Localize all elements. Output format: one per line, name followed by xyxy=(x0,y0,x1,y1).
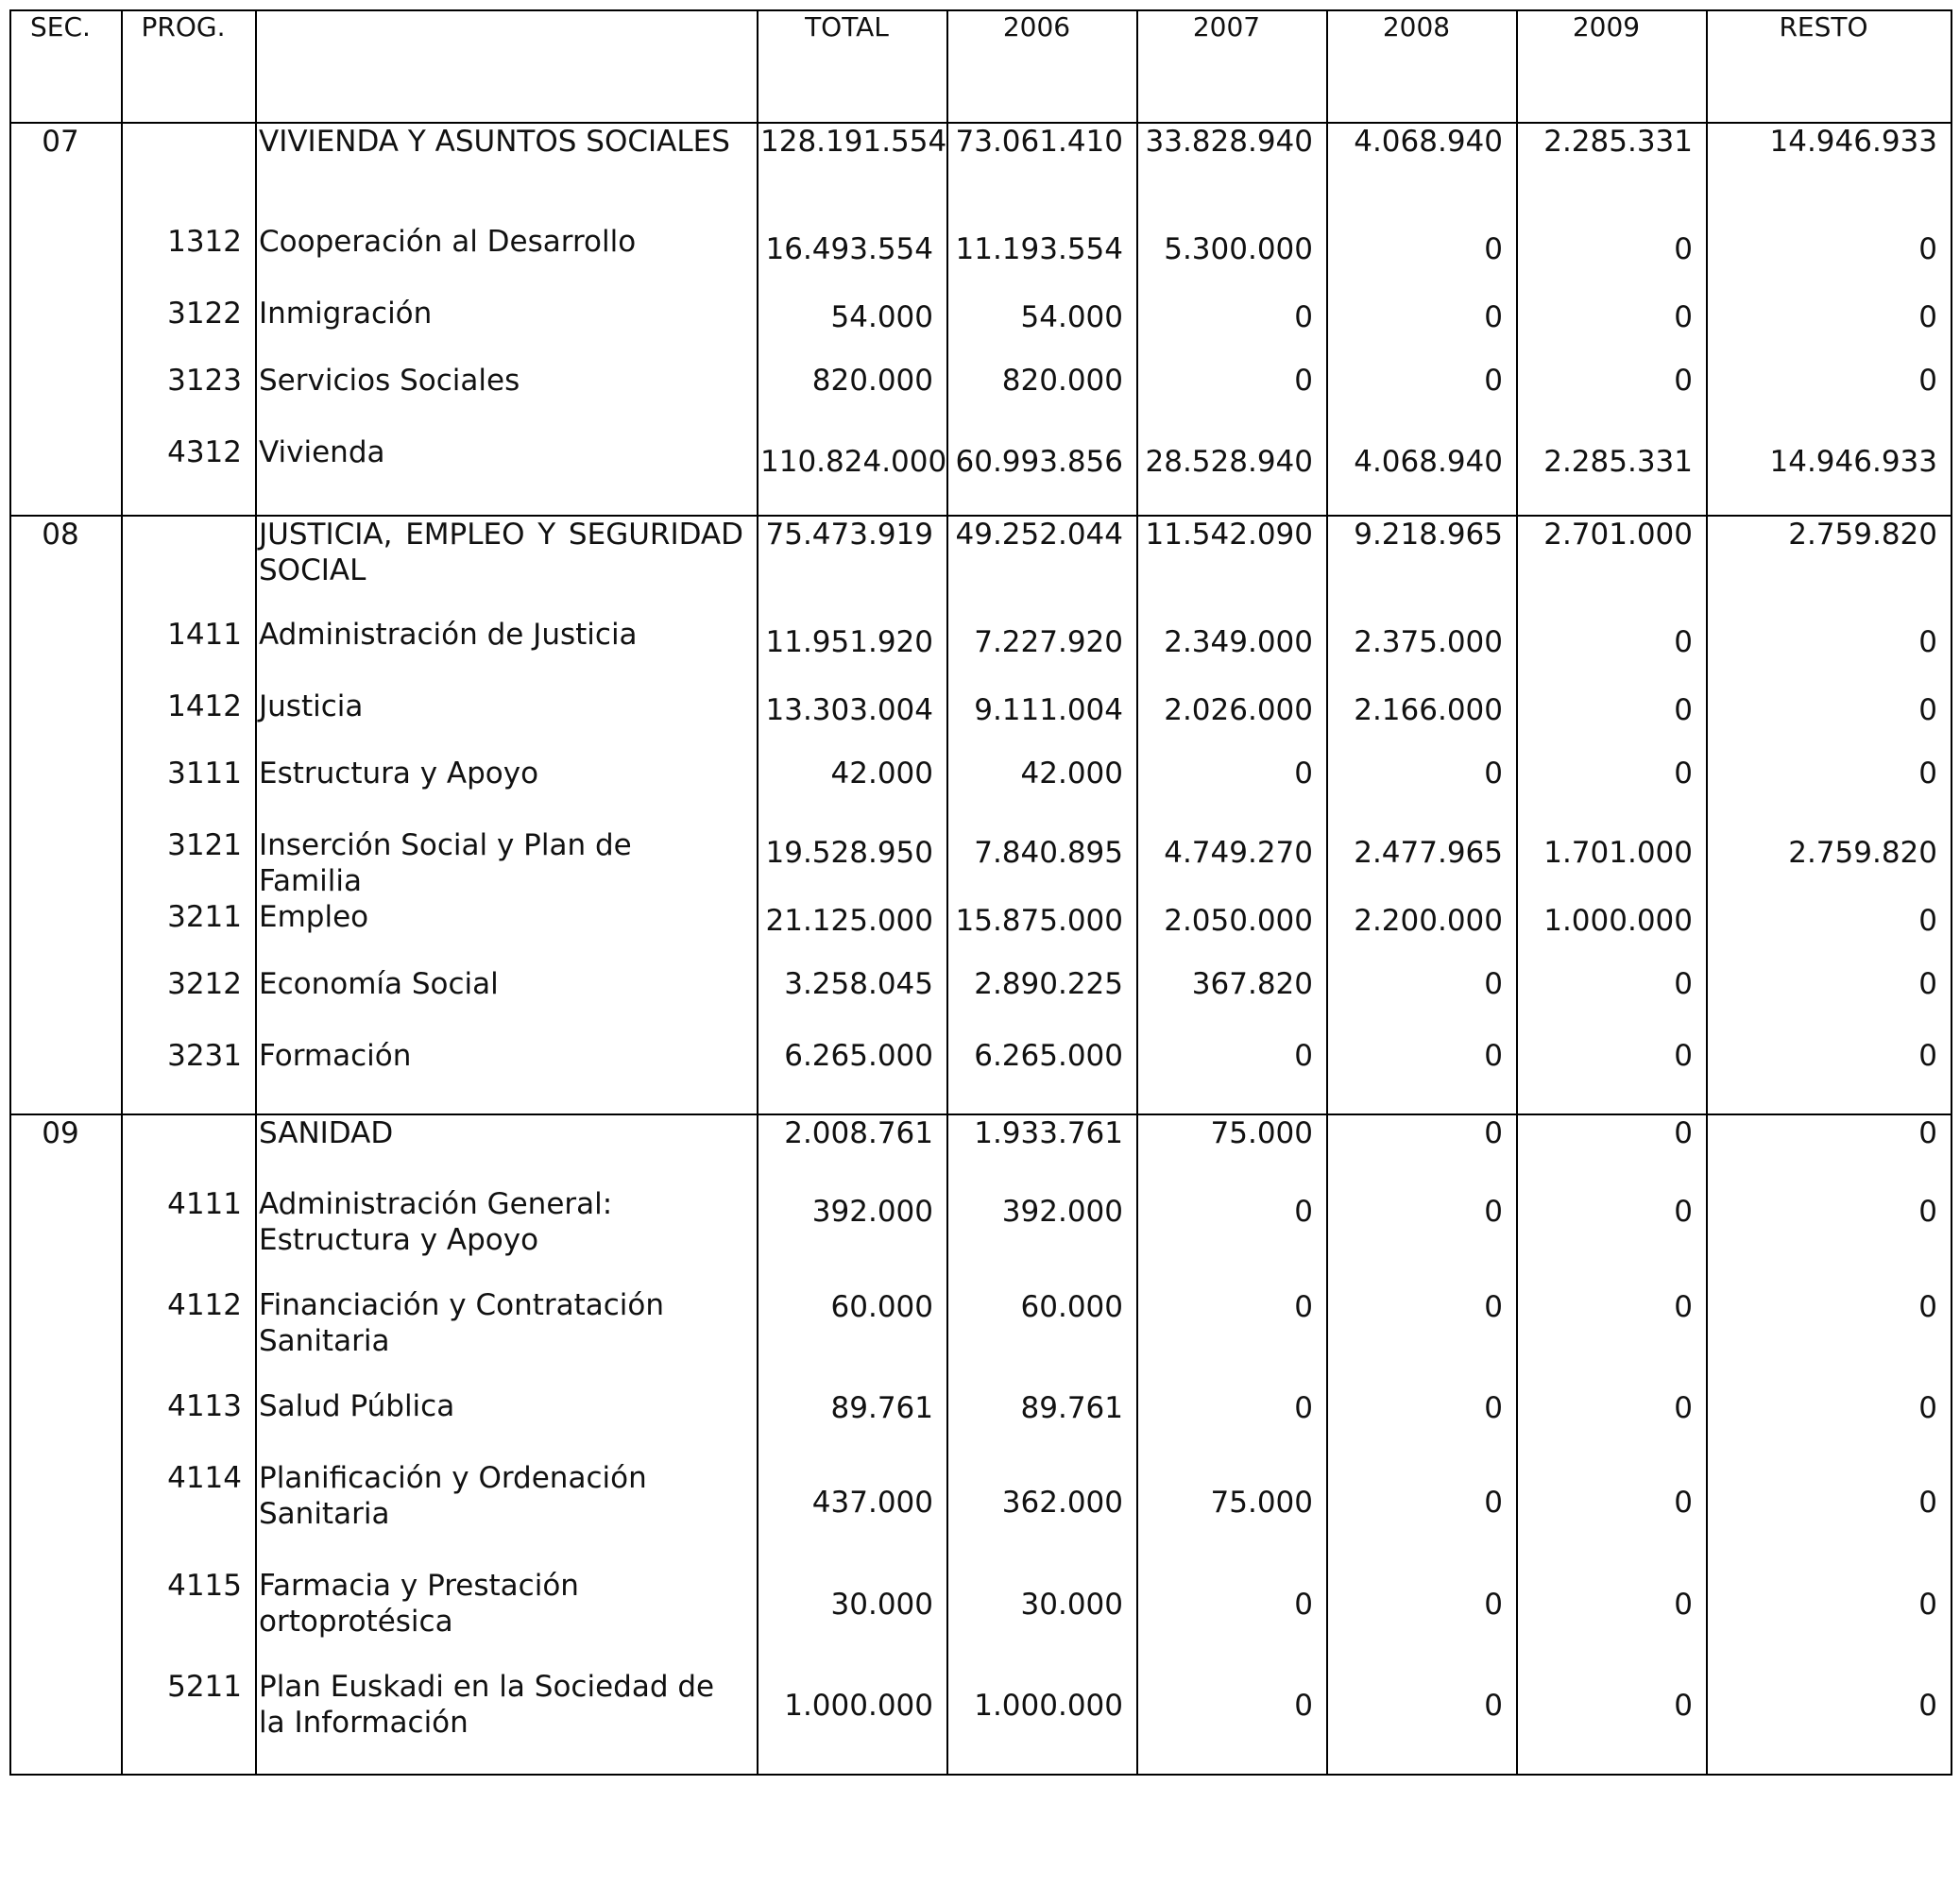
program-row xyxy=(10,224,1951,296)
section-08 xyxy=(10,516,1951,1114)
program-description: Financiación y Contratación Sanitaria xyxy=(256,1287,758,1388)
value-2008: 4.068.940 xyxy=(1327,434,1517,516)
value-total: 128.191.554 xyxy=(758,123,947,224)
program-description: Servicios Sociales xyxy=(256,363,758,434)
value-resto: 14.946.933 xyxy=(1707,123,1951,224)
program-code: 3122 xyxy=(122,296,256,363)
program-code: 1411 xyxy=(122,617,256,688)
section-row xyxy=(10,1114,1951,1186)
value-2008: 0 xyxy=(1327,363,1517,434)
program-code: 3123 xyxy=(122,363,256,434)
value-resto: 0 xyxy=(1707,688,1951,756)
value-2006: 1.933.761 xyxy=(947,1114,1137,1186)
value-2008: 2.200.000 xyxy=(1327,899,1517,966)
value-total: 21.125.000 xyxy=(758,899,947,966)
value-resto: 14.946.933 xyxy=(1707,434,1951,516)
value-2009: 1.000.000 xyxy=(1517,899,1707,966)
value-resto: 0 xyxy=(1707,1669,1951,1775)
value-2008: 0 xyxy=(1327,1186,1517,1287)
value-2006: 6.265.000 xyxy=(947,1038,1137,1114)
value-total: 392.000 xyxy=(758,1186,947,1287)
value-2009: 0 xyxy=(1517,1114,1707,1186)
program-description: Administración de Justicia xyxy=(256,617,758,688)
section-code: 09 xyxy=(10,1114,122,1186)
value-2008: 0 xyxy=(1327,296,1517,363)
value-2007: 28.528.940 xyxy=(1137,434,1327,516)
program-row xyxy=(10,296,1951,363)
value-2006: 820.000 xyxy=(947,363,1137,434)
value-2008: 0 xyxy=(1327,224,1517,296)
value-2008: 4.068.940 xyxy=(1327,123,1517,224)
section-09 xyxy=(10,1114,1951,1775)
value-2009: 2.285.331 xyxy=(1517,434,1707,516)
value-2008: 2.375.000 xyxy=(1327,617,1517,688)
value-2007: 0 xyxy=(1137,756,1327,827)
value-2006: 362.000 xyxy=(947,1460,1137,1568)
section-row xyxy=(10,123,1951,224)
program-code: 3121 xyxy=(122,827,256,899)
value-2008: 0 xyxy=(1327,966,1517,1038)
value-2008: 9.218.965 xyxy=(1327,516,1517,617)
value-2007: 4.749.270 xyxy=(1137,827,1327,899)
value-2007: 2.349.000 xyxy=(1137,617,1327,688)
value-2006: 49.252.044 xyxy=(947,516,1137,617)
value-2009: 0 xyxy=(1517,1669,1707,1775)
value-2007: 367.820 xyxy=(1137,966,1327,1038)
program-description: Formación xyxy=(256,1038,758,1114)
value-2007: 2.050.000 xyxy=(1137,899,1327,966)
value-2009: 0 xyxy=(1517,224,1707,296)
value-2008: 0 xyxy=(1327,1568,1517,1669)
program-row xyxy=(10,827,1951,899)
value-2007: 33.828.940 xyxy=(1137,123,1327,224)
program-code: 3111 xyxy=(122,756,256,827)
value-2006: 60.000 xyxy=(947,1287,1137,1388)
value-2007: 5.300.000 xyxy=(1137,224,1327,296)
value-resto: 0 xyxy=(1707,1460,1951,1568)
program-row xyxy=(10,1669,1951,1775)
value-2009: 2.285.331 xyxy=(1517,123,1707,224)
value-2008: 2.166.000 xyxy=(1327,688,1517,756)
program-description: Inmigración xyxy=(256,296,758,363)
value-total: 6.265.000 xyxy=(758,1038,947,1114)
value-2007: 0 xyxy=(1137,1186,1327,1287)
value-resto: 2.759.820 xyxy=(1707,516,1951,617)
value-2006: 9.111.004 xyxy=(947,688,1137,756)
program-code xyxy=(122,123,256,224)
program-code: 4111 xyxy=(122,1186,256,1287)
program-description: Administración General: Estructura y Apoyo xyxy=(256,1186,758,1287)
program-code: 3211 xyxy=(122,899,256,966)
value-2008: 2.477.965 xyxy=(1327,827,1517,899)
value-resto: 0 xyxy=(1707,1388,1951,1460)
value-resto: 0 xyxy=(1707,1287,1951,1388)
value-total: 1.000.000 xyxy=(758,1669,947,1775)
program-row xyxy=(10,617,1951,688)
value-total: 30.000 xyxy=(758,1568,947,1669)
value-2006: 89.761 xyxy=(947,1388,1137,1460)
program-code: 4312 xyxy=(122,434,256,516)
value-2009: 0 xyxy=(1517,688,1707,756)
value-total: 11.951.920 xyxy=(758,617,947,688)
value-2009: 0 xyxy=(1517,756,1707,827)
value-resto: 0 xyxy=(1707,224,1951,296)
value-resto: 0 xyxy=(1707,296,1951,363)
value-resto: 0 xyxy=(1707,1186,1951,1287)
value-total: 54.000 xyxy=(758,296,947,363)
program-code: 1412 xyxy=(122,688,256,756)
program-row xyxy=(10,363,1951,434)
value-total: 60.000 xyxy=(758,1287,947,1388)
program-row xyxy=(10,1287,1951,1388)
program-row xyxy=(10,756,1951,827)
program-code: 4115 xyxy=(122,1568,256,1669)
value-2007: 0 xyxy=(1137,1669,1327,1775)
section-title: VIVIENDA Y ASUNTOS SOCIALES xyxy=(256,123,758,224)
header-2006: 2006 xyxy=(947,10,1137,123)
section-code: 07 xyxy=(10,123,122,224)
program-row xyxy=(10,688,1951,756)
value-2009: 0 xyxy=(1517,1460,1707,1568)
program-row xyxy=(10,1388,1951,1460)
value-2006: 7.227.920 xyxy=(947,617,1137,688)
value-2009: 0 xyxy=(1517,617,1707,688)
program-row xyxy=(10,1460,1951,1568)
value-2009: 0 xyxy=(1517,296,1707,363)
value-resto: 0 xyxy=(1707,1038,1951,1114)
header-sec: SEC. xyxy=(10,10,122,123)
value-total: 110.824.000 xyxy=(758,434,947,516)
section-code: 08 xyxy=(10,516,122,617)
value-2007: 0 xyxy=(1137,1038,1327,1114)
value-total: 42.000 xyxy=(758,756,947,827)
program-description: Justicia xyxy=(256,688,758,756)
header-2008: 2008 xyxy=(1327,10,1517,123)
program-code: 3231 xyxy=(122,1038,256,1114)
value-2007: 11.542.090 xyxy=(1137,516,1327,617)
value-2008: 0 xyxy=(1327,1388,1517,1460)
value-resto: 0 xyxy=(1707,756,1951,827)
table-header-row xyxy=(10,10,1951,123)
value-resto: 0 xyxy=(1707,1114,1951,1186)
value-2009: 0 xyxy=(1517,1388,1707,1460)
value-total: 13.303.004 xyxy=(758,688,947,756)
program-row xyxy=(10,966,1951,1038)
value-2006: 11.193.554 xyxy=(947,224,1137,296)
value-2007: 2.026.000 xyxy=(1137,688,1327,756)
program-row xyxy=(10,1568,1951,1669)
value-2007: 0 xyxy=(1137,296,1327,363)
value-2007: 75.000 xyxy=(1137,1460,1327,1568)
budget-table xyxy=(9,9,1952,1776)
value-2008: 0 xyxy=(1327,1460,1517,1568)
value-2006: 15.875.000 xyxy=(947,899,1137,966)
value-total: 75.473.919 xyxy=(758,516,947,617)
value-2006: 1.000.000 xyxy=(947,1669,1137,1775)
program-description: Inserción Social y Plan de Familia xyxy=(256,827,758,899)
value-resto: 0 xyxy=(1707,617,1951,688)
program-description: Cooperación al Desarrollo xyxy=(256,224,758,296)
header-2007: 2007 xyxy=(1137,10,1327,123)
program-code: 4113 xyxy=(122,1388,256,1460)
value-2006: 30.000 xyxy=(947,1568,1137,1669)
program-description: Estructura y Apoyo xyxy=(256,756,758,827)
program-code: 5211 xyxy=(122,1669,256,1775)
program-code: 3212 xyxy=(122,966,256,1038)
program-row xyxy=(10,434,1951,516)
program-code: 1312 xyxy=(122,224,256,296)
header-description xyxy=(256,10,758,123)
value-2009: 0 xyxy=(1517,966,1707,1038)
program-description: Empleo xyxy=(256,899,758,966)
value-2006: 2.890.225 xyxy=(947,966,1137,1038)
value-total: 437.000 xyxy=(758,1460,947,1568)
header-prog: PROG. xyxy=(122,10,256,123)
value-2007: 0 xyxy=(1137,1568,1327,1669)
value-2009: 0 xyxy=(1517,1038,1707,1114)
program-description: Salud Pública xyxy=(256,1388,758,1460)
value-resto: 0 xyxy=(1707,899,1951,966)
value-2008: 0 xyxy=(1327,1038,1517,1114)
value-resto: 0 xyxy=(1707,966,1951,1038)
program-description: Plan Euskadi en la Sociedad de la Información xyxy=(256,1669,758,1775)
value-resto: 0 xyxy=(1707,1568,1951,1669)
value-2007: 0 xyxy=(1137,363,1327,434)
program-description: Economía Social xyxy=(256,966,758,1038)
value-total: 2.008.761 xyxy=(758,1114,947,1186)
header-resto: RESTO xyxy=(1707,10,1951,123)
value-2009: 0 xyxy=(1517,363,1707,434)
value-2006: 7.840.895 xyxy=(947,827,1137,899)
header-2009: 2009 xyxy=(1517,10,1707,123)
value-2007: 0 xyxy=(1137,1388,1327,1460)
program-row xyxy=(10,899,1951,966)
header-total: TOTAL xyxy=(758,10,947,123)
value-2008: 0 xyxy=(1327,1287,1517,1388)
value-2009: 0 xyxy=(1517,1186,1707,1287)
value-2006: 42.000 xyxy=(947,756,1137,827)
value-2007: 0 xyxy=(1137,1287,1327,1388)
value-2006: 60.993.856 xyxy=(947,434,1137,516)
value-2009: 1.701.000 xyxy=(1517,827,1707,899)
program-description: Farmacia y Prestación ortoprotésica xyxy=(256,1568,758,1669)
value-2007: 75.000 xyxy=(1137,1114,1327,1186)
section-title: SANIDAD xyxy=(256,1114,758,1186)
program-code: 4112 xyxy=(122,1287,256,1388)
value-total: 19.528.950 xyxy=(758,827,947,899)
value-total: 16.493.554 xyxy=(758,224,947,296)
program-description: Planificación y Ordenación Sanitaria xyxy=(256,1460,758,1568)
section-07 xyxy=(10,123,1951,516)
section-row xyxy=(10,516,1951,617)
value-2009: 0 xyxy=(1517,1287,1707,1388)
value-2008: 0 xyxy=(1327,1114,1517,1186)
program-row xyxy=(10,1038,1951,1114)
program-description: Vivienda xyxy=(256,434,758,516)
value-total: 3.258.045 xyxy=(758,966,947,1038)
program-row xyxy=(10,1186,1951,1287)
value-2006: 73.061.410 xyxy=(947,123,1137,224)
value-2009: 0 xyxy=(1517,1568,1707,1669)
value-resto: 0 xyxy=(1707,363,1951,434)
value-2006: 392.000 xyxy=(947,1186,1137,1287)
program-code: 4114 xyxy=(122,1460,256,1568)
value-total: 820.000 xyxy=(758,363,947,434)
section-title: JUSTICIA, EMPLEO Y SEGURIDAD SOCIAL xyxy=(256,516,758,617)
value-2006: 54.000 xyxy=(947,296,1137,363)
value-total: 89.761 xyxy=(758,1388,947,1460)
value-2008: 0 xyxy=(1327,756,1517,827)
value-resto: 2.759.820 xyxy=(1707,827,1951,899)
value-2008: 0 xyxy=(1327,1669,1517,1775)
value-2009: 2.701.000 xyxy=(1517,516,1707,617)
